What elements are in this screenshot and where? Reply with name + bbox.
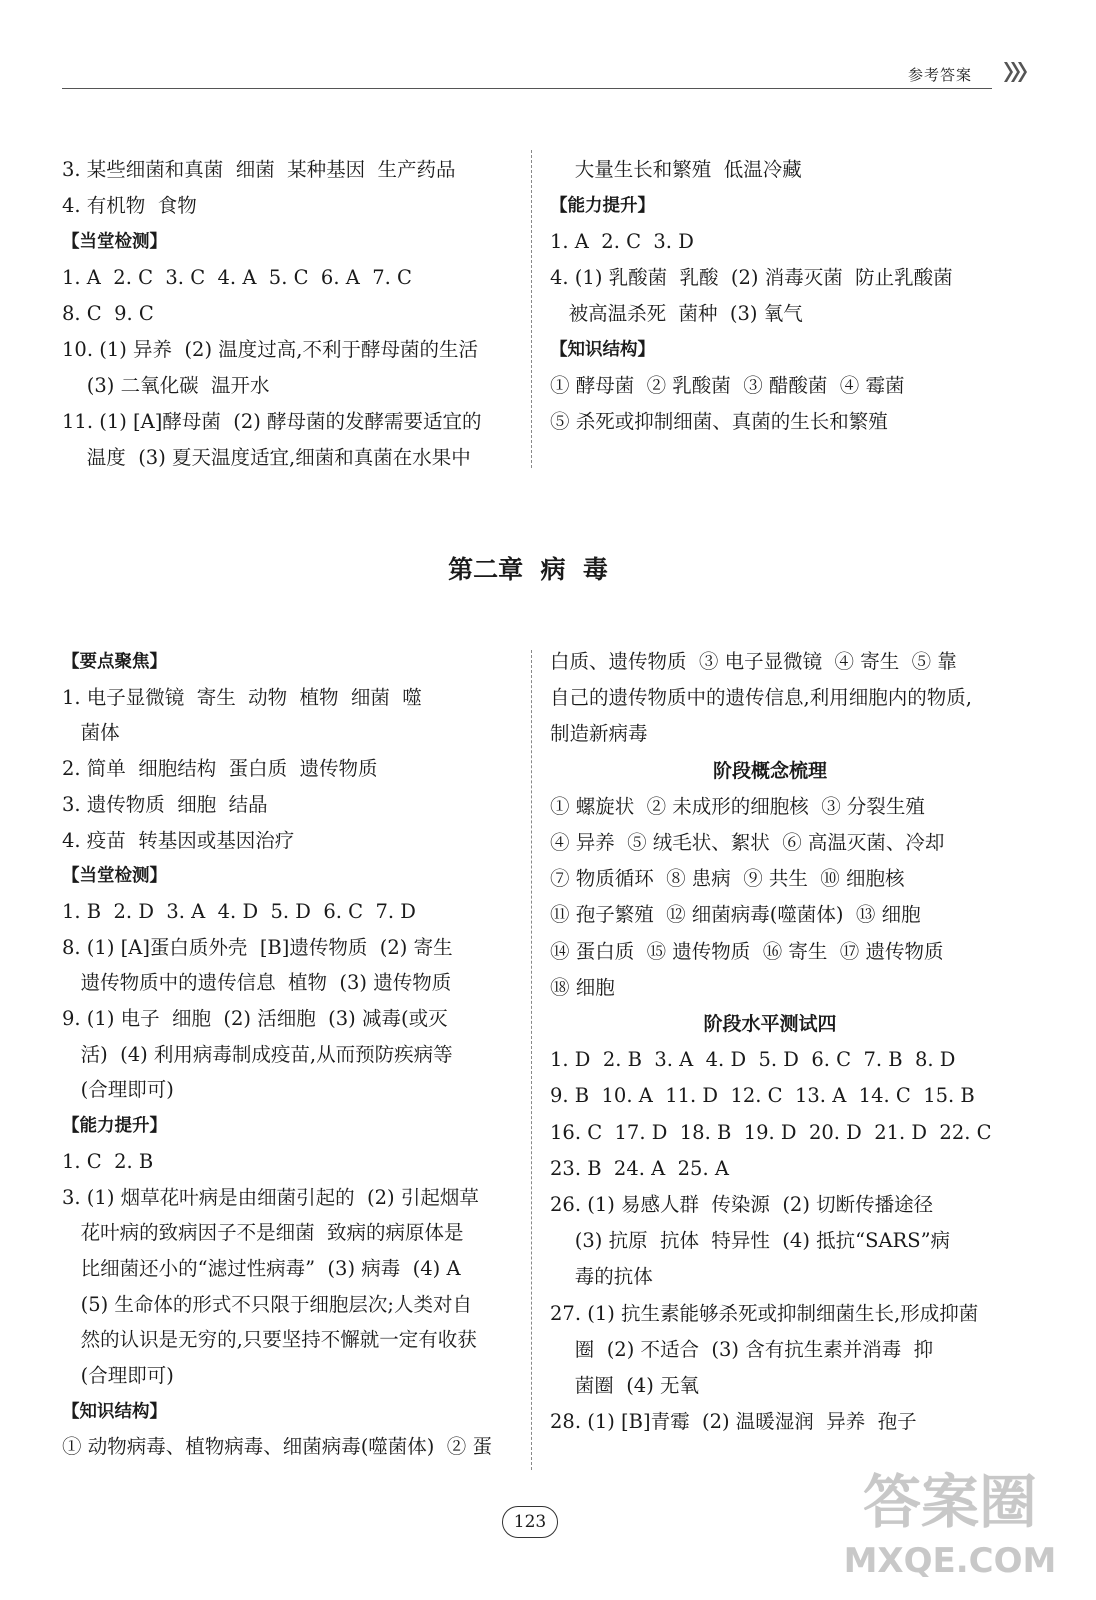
answer-line: 16. C 17. D 18. B 19. D 20. D 21. D 22. C xyxy=(550,1120,992,1144)
section-heading: 【当堂检测】 xyxy=(62,866,167,887)
answer-line: 8. (1) [A]蛋白质外壳 [B]遗传物质 (2) 寄生 xyxy=(62,935,453,959)
answer-line: 9. (1) 电子 细胞 (2) 活细胞 (3) 减毒(或灭 xyxy=(62,1007,448,1030)
section-title: 阶段概念梳理 xyxy=(712,759,827,782)
watermark-logo xyxy=(830,1450,1070,1590)
answer-line: 27. (1) 抗生素能够杀死或抑制细菌生长,形成抑菌 xyxy=(550,1301,979,1325)
answer-line: 28. (1) [B]青霉 (2) 温暖湿润 异养 孢子 xyxy=(550,1410,917,1434)
header-rule xyxy=(62,88,992,89)
answer-line: 1. A 2. C 3. C 4. A 5. C 6. A 7. C xyxy=(62,266,412,289)
column-divider-bottom xyxy=(531,650,532,1470)
section-heading: 【要点聚焦】 xyxy=(62,652,167,672)
answer-line: 圈 (2) 不适合 (3) 含有抗生素并消毒 抑 xyxy=(550,1337,934,1361)
section-heading: 【能力提升】 xyxy=(550,196,655,216)
answer-line: 白质、遗传物质 ③ 电子显微镜 ④ 寄生 ⑤ 靠 xyxy=(550,650,957,673)
section-title: 阶段水平测试四 xyxy=(703,1013,837,1035)
answer-line: 10. (1) 异养 (2) 温度过高,不利于酵母菌的生活 xyxy=(62,338,478,361)
answer-line: 1. B 2. D 3. A 4. D 5. D 6. C 7. D xyxy=(62,899,416,923)
answer-line: (3) 二氧化碳 温开水 xyxy=(62,374,270,397)
answer-line: (合理即可) xyxy=(62,1364,174,1387)
section-heading: 【知识结构】 xyxy=(550,340,655,360)
answer-line: ⑦ 物质循环 ⑧ 患病 ⑨ 共生 ⑩ 细胞核 xyxy=(550,867,905,891)
header-arrow-icon xyxy=(1002,60,1028,84)
chapter-title: 第二章 病 毒 xyxy=(448,555,608,584)
answer-line: 温度 (3) 夏天温度适宜,细菌和真菌在水果中 xyxy=(62,446,471,469)
answer-line: 自己的遗传物质中的遗传信息,利用细胞内的物质, xyxy=(550,686,972,710)
answer-line: 3. 遗传物质 细胞 结晶 xyxy=(62,792,268,816)
answer-line: ⑭ 蛋白质 ⑮ 遗传物质 ⑯ 寄生 ⑰ 遗传物质 xyxy=(550,939,944,963)
answer-line: (3) 抗原 抗体 特异性 (4) 抵抗“SARS”病 xyxy=(550,1229,951,1253)
answer-line: 1. C 2. B xyxy=(62,1149,154,1173)
answer-line: 26. (1) 易感人群 传染源 (2) 切断传播途径 xyxy=(550,1193,934,1216)
answer-line: (5) 生命体的形式不只限于细胞层次;人类对自 xyxy=(62,1292,472,1316)
answer-line: 遗传物质中的遗传信息 植物 (3) 遗传物质 xyxy=(62,971,452,995)
watermark-line1: 答案圈 xyxy=(862,1468,1038,1536)
header-label: 参考答案 xyxy=(908,66,973,84)
answer-line: ⑤ 杀死或抑制细菌、真菌的生长和繁殖 xyxy=(550,410,888,433)
section-heading: 【知识结构】 xyxy=(62,1401,167,1422)
answer-line: 被高温杀死 菌种 (3) 氧气 xyxy=(550,302,803,325)
answer-line: 4. 有机物 食物 xyxy=(62,194,197,217)
answer-line: 2. 简单 细胞结构 蛋白质 遗传物质 xyxy=(62,757,378,781)
answer-line: 4. 疫苗 转基因或基因治疗 xyxy=(62,828,295,852)
page-number: 123 xyxy=(502,1506,558,1538)
answer-line: 9. B 10. A 11. D 12. C 13. A 14. C 15. B xyxy=(550,1084,975,1108)
answer-line: ⑱ 细胞 xyxy=(550,975,615,999)
answer-line: ⑪ 孢子繁殖 ⑫ 细菌病毒(噬菌体) ⑬ 细胞 xyxy=(550,903,921,927)
answer-line: 8. C 9. C xyxy=(62,302,154,325)
answer-line: 23. B 24. A 25. A xyxy=(550,1156,729,1180)
answer-line: 3. (1) 烟草花叶病是由细菌引起的 (2) 引起烟草 xyxy=(62,1185,479,1209)
answer-line: 1. 电子显微镜 寄生 动物 植物 细菌 噬 xyxy=(62,685,422,709)
answer-line: 1. A 2. C 3. D xyxy=(550,230,694,253)
answer-line: 比细菌还小的“滤过性病毒” (3) 病毒 (4) A xyxy=(62,1256,461,1280)
answer-line: ④ 异养 ⑤ 绒毛状、絮状 ⑥ 高温灭菌、冷却 xyxy=(550,831,945,854)
answer-line: 3. 某些细菌和真菌 细菌 某种基因 生产药品 xyxy=(62,158,456,181)
section-heading: 【能力提升】 xyxy=(62,1116,167,1137)
answer-line: (合理即可) xyxy=(62,1078,174,1102)
answer-line: ① 螺旋状 ② 未成形的细胞核 ③ 分裂生殖 xyxy=(550,794,925,818)
answer-line: ① 酵母菌 ② 乳酸菌 ③ 醋酸菌 ④ 霉菌 xyxy=(550,374,905,397)
answer-line: 11. (1) [A]酵母菌 (2) 酵母菌的发酵需要适宜的 xyxy=(62,410,482,433)
section-heading: 【当堂检测】 xyxy=(62,232,167,252)
answer-line: 4. (1) 乳酸菌 乳酸 (2) 消毒灭菌 防止乳酸菌 xyxy=(550,266,953,289)
answer-line: 花叶病的致病因子不是细菌 致病的病原体是 xyxy=(62,1221,464,1245)
answer-line: ① 动物病毒、植物病毒、细菌病毒(噬菌体) ② 蛋 xyxy=(62,1435,493,1459)
answer-line: 菌体 xyxy=(62,721,120,745)
column-divider-top xyxy=(531,150,532,468)
answer-line: 菌圈 (4) 无氧 xyxy=(550,1374,700,1397)
answer-line: 大量生长和繁殖 低温冷藏 xyxy=(550,158,802,181)
answer-line: 1. D 2. B 3. A 4. D 5. D 6. C 7. B 8. D xyxy=(550,1048,956,1072)
answer-line: 活) (4) 利用病毒制成疫苗,从而预防疾病等 xyxy=(62,1042,453,1066)
answer-line: 然的认识是无穷的,只要坚持不懈就一定有收获 xyxy=(62,1328,477,1352)
answer-line: 制造新病毒 xyxy=(550,722,648,746)
answer-line: 毒的抗体 xyxy=(550,1265,653,1289)
watermark-line2: MXQE.COM xyxy=(843,1541,1057,1581)
